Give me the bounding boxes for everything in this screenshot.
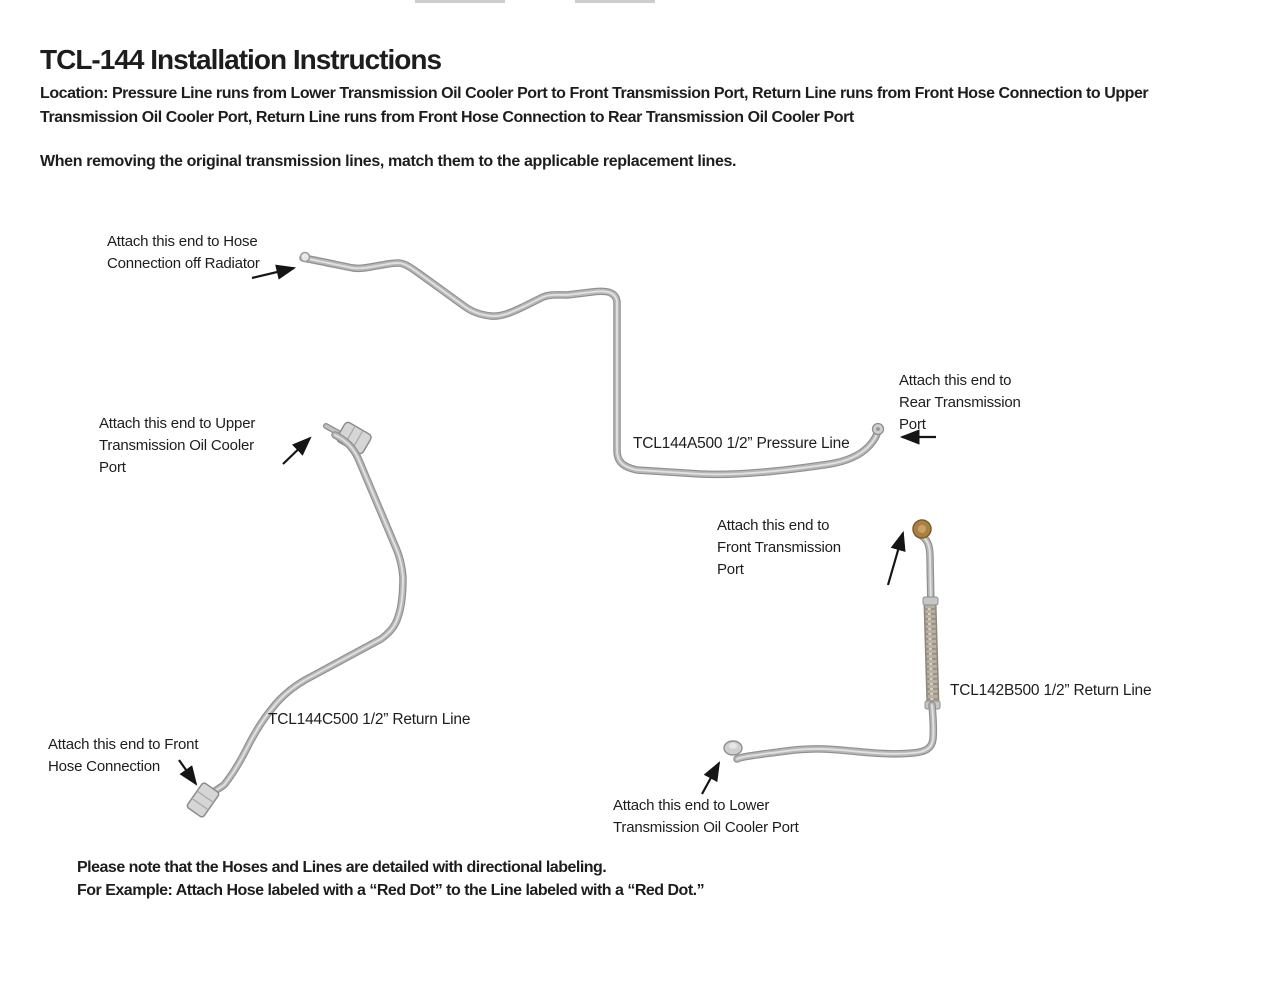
callout-line: Transmission Oil Cooler Port xyxy=(613,819,799,836)
footer-note-line-2: For Example: Attach Hose labeled with a “Red Dot” to the Line labeled with a “Red Dot.” xyxy=(77,882,705,899)
callout-radiator xyxy=(107,231,260,275)
callout-rear-transmission xyxy=(899,370,1021,436)
callout-line: Port xyxy=(99,459,126,476)
footer-note-line-1: Please note that the Hoses and Lines are detailed with directional labeling. xyxy=(77,859,607,876)
callout-line: Attach this end to Lower xyxy=(613,797,770,814)
callout-line: Attach this end to xyxy=(717,517,830,534)
brass-fitting-center xyxy=(918,525,926,533)
lower-cooler-fitting-highlight xyxy=(729,743,737,749)
page-title: TCL-144 Installation Instructions xyxy=(40,44,442,75)
callout-line: Rear Transmission xyxy=(899,394,1021,411)
arrow-to-lower-cooler-end xyxy=(702,763,719,794)
callout-line: Attach this end to xyxy=(899,372,1012,389)
part-label-pressure-line: TCL144A500 1/2” Pressure Line xyxy=(633,435,850,452)
callout-front-hose xyxy=(48,734,198,778)
arrow-to-front-transmission-end xyxy=(888,533,903,585)
callout-front-transmission xyxy=(717,515,841,581)
removal-note: When removing the original transmission lines, match them to the applicable replacement lines. xyxy=(40,153,737,170)
callout-line: Hose Connection xyxy=(48,758,161,775)
arrow-to-upper-cooler-end xyxy=(283,438,310,464)
part-label-return-line-left: TCL144C500 1/2” Return Line xyxy=(268,711,471,728)
callout-line: Attach this end to Front xyxy=(48,736,199,753)
callout-line: Attach this end to Upper xyxy=(99,415,256,432)
return-line-left-tube xyxy=(186,421,403,818)
callout-line: Port xyxy=(717,561,744,578)
callout-line: Attach this end to Hose xyxy=(107,233,258,250)
callout-line: Transmission Oil Cooler xyxy=(99,437,254,454)
callout-lower-cooler xyxy=(613,795,799,839)
location-line-1: Location: Pressure Line runs from Lower Transmission Oil Cooler Port to Front Transmission Port, Return Line runs from Front Hose Connection to Upper xyxy=(40,85,1149,102)
braid-collar-top xyxy=(923,597,938,605)
callout-line: Connection off Radiator xyxy=(107,255,260,272)
open-tube-end xyxy=(301,253,310,262)
location-line-2: Transmission Oil Cooler Port, Return Line runs from Front Hose Connection to Rear Transmission Oil Cooler Port xyxy=(40,109,854,126)
pressure-line-ferrule-center xyxy=(876,427,880,431)
footer-notes xyxy=(77,856,704,902)
part-label-return-line-right: TCL142B500 1/2” Return Line xyxy=(950,682,1152,699)
callout-line: Front Transmission xyxy=(717,539,841,556)
callout-upper-cooler xyxy=(99,413,255,479)
callout-line: Port xyxy=(899,416,926,433)
